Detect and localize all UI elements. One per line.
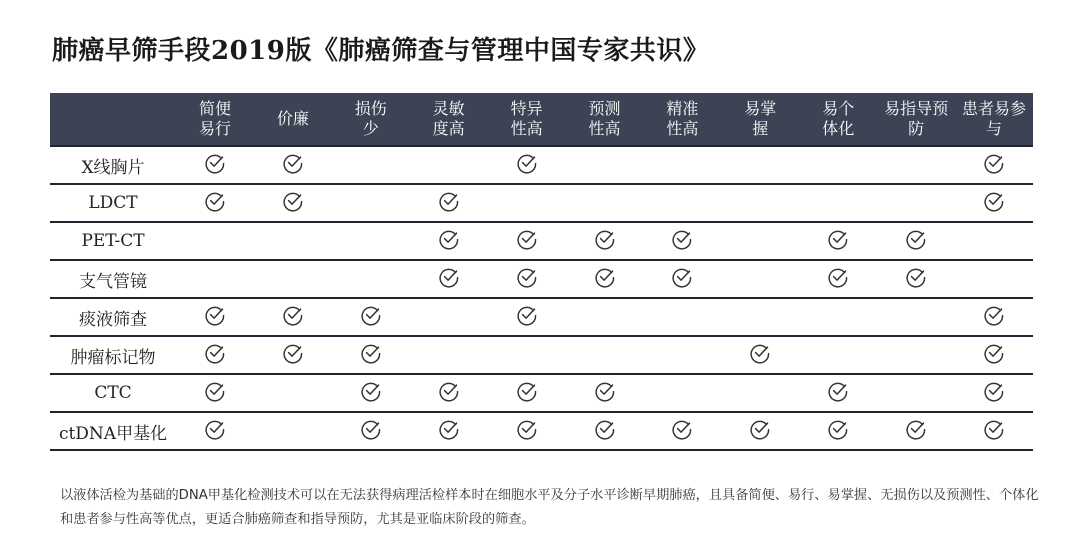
table-cell (488, 146, 566, 184)
column-header (176, 93, 254, 146)
column-header (566, 93, 644, 146)
table-cell (176, 260, 254, 298)
column-header (721, 93, 799, 146)
table-cell (254, 260, 332, 298)
table-cell (176, 184, 254, 222)
table-cell (799, 412, 877, 450)
check-circle-icon (671, 266, 693, 288)
table-cell (566, 222, 644, 260)
column-header-label: 损伤少 (354, 99, 387, 138)
table-cell (176, 298, 254, 336)
table-cell (176, 146, 254, 184)
table-cell (176, 336, 254, 374)
table-row (50, 412, 1033, 450)
check-circle-icon (204, 380, 226, 402)
table-cell (176, 412, 254, 450)
table-cell (332, 298, 410, 336)
table-row (50, 184, 1033, 222)
check-circle-icon (827, 380, 849, 402)
column-header (410, 93, 488, 146)
table-cell (721, 260, 799, 298)
table-cell (877, 260, 955, 298)
check-circle-icon (204, 190, 226, 212)
check-circle-icon (438, 228, 460, 250)
check-circle-icon (516, 228, 538, 250)
table-row (50, 298, 1033, 336)
table-cell (721, 222, 799, 260)
check-circle-icon (827, 418, 849, 440)
check-circle-icon (282, 342, 304, 364)
table-row (50, 146, 1033, 184)
table-cell (877, 374, 955, 412)
check-circle-icon (360, 342, 382, 364)
table-cell (566, 412, 644, 450)
check-circle-icon (282, 304, 304, 326)
table-cell (254, 222, 332, 260)
table-cell (410, 412, 488, 450)
table-cell (643, 184, 721, 222)
page-title: 肺癌早筛手段2019版《肺癌筛查与管理中国专家共识》 (52, 36, 710, 66)
column-header-label: 价廉 (276, 109, 309, 128)
row-method-name: PET-CT (50, 222, 176, 260)
table-cell (254, 146, 332, 184)
table-row (50, 222, 1033, 260)
table-body (50, 146, 1033, 450)
row-method-name: 痰液筛查 (50, 298, 176, 336)
table-cell (254, 412, 332, 450)
column-header-label: 易指导预防 (884, 99, 949, 138)
table-cell (488, 374, 566, 412)
table-cell (799, 222, 877, 260)
table-cell (566, 146, 644, 184)
column-header-label: 患者易参与 (962, 99, 1027, 138)
table-cell (254, 374, 332, 412)
check-circle-icon (749, 342, 771, 364)
check-circle-icon (827, 266, 849, 288)
check-circle-icon (282, 152, 304, 174)
check-circle-icon (827, 228, 849, 250)
column-header (799, 93, 877, 146)
table-cell (254, 336, 332, 374)
table-cell (955, 222, 1033, 260)
check-circle-icon (671, 418, 693, 440)
table-cell (566, 184, 644, 222)
check-circle-icon (204, 342, 226, 364)
check-circle-icon (594, 228, 616, 250)
check-circle-icon (983, 152, 1005, 174)
check-circle-icon (516, 418, 538, 440)
table-cell (721, 298, 799, 336)
table-cell (643, 336, 721, 374)
table-cell (799, 184, 877, 222)
table-cell (799, 298, 877, 336)
table-cell (176, 374, 254, 412)
check-circle-icon (516, 266, 538, 288)
table-cell (643, 374, 721, 412)
table-cell (955, 260, 1033, 298)
table-cell (799, 260, 877, 298)
check-circle-icon (749, 418, 771, 440)
header-corner-cell (50, 93, 176, 146)
check-circle-icon (671, 228, 693, 250)
table-cell (332, 336, 410, 374)
check-circle-icon (204, 418, 226, 440)
column-header-label: 易掌握 (744, 99, 777, 138)
column-header-label: 灵敏度高 (432, 99, 465, 138)
table-row (50, 260, 1033, 298)
check-circle-icon (438, 190, 460, 212)
check-circle-icon (516, 304, 538, 326)
row-method-name: CTC (50, 374, 176, 412)
check-circle-icon (438, 418, 460, 440)
table-cell (799, 146, 877, 184)
table-cell (410, 184, 488, 222)
table-cell (721, 336, 799, 374)
column-header (254, 93, 332, 146)
table-cell (877, 412, 955, 450)
table-cell (254, 184, 332, 222)
table-row (50, 374, 1033, 412)
table-cell (799, 374, 877, 412)
screening-methods-table (50, 93, 1033, 451)
check-circle-icon (983, 304, 1005, 326)
check-circle-icon (204, 304, 226, 326)
check-circle-icon (983, 418, 1005, 440)
table-cell (488, 260, 566, 298)
table-cell (643, 412, 721, 450)
footnote-text: 以液体活检为基础的DNA甲基化检测技术可以在无法获得病理活检样本时在细胞水平及分子水平诊断早期肺癌，且具备简便、易行、易掌握、无损伤以及预测性、个体化和患者参与性高等优点，更适合肺癌筛查和指导预防，尤其是亚临床阶段的筛查。 (60, 488, 1039, 527)
table-cell (488, 336, 566, 374)
table-cell (488, 184, 566, 222)
column-header (488, 93, 566, 146)
table-cell (721, 412, 799, 450)
table-cell (254, 298, 332, 336)
row-method-name: 支气管镜 (50, 260, 176, 298)
table-cell (566, 374, 644, 412)
check-circle-icon (516, 152, 538, 174)
check-circle-icon (360, 418, 382, 440)
table-cell (410, 222, 488, 260)
table-row (50, 336, 1033, 374)
column-header (643, 93, 721, 146)
table-cell (566, 336, 644, 374)
column-header (877, 93, 955, 146)
table-header-row (50, 93, 1033, 146)
check-circle-icon (983, 190, 1005, 212)
check-circle-icon (594, 418, 616, 440)
table-cell (643, 222, 721, 260)
table-cell (877, 222, 955, 260)
table-cell (332, 374, 410, 412)
check-circle-icon (438, 380, 460, 402)
check-circle-icon (594, 380, 616, 402)
table-cell (643, 260, 721, 298)
table-cell (410, 336, 488, 374)
table-cell (410, 374, 488, 412)
table-cell (332, 260, 410, 298)
check-circle-icon (360, 304, 382, 326)
table-cell (721, 374, 799, 412)
check-circle-icon (905, 228, 927, 250)
check-circle-icon (516, 380, 538, 402)
table-cell (877, 336, 955, 374)
table-cell (955, 336, 1033, 374)
table-cell (877, 298, 955, 336)
table-cell (332, 222, 410, 260)
table-cell (955, 412, 1033, 450)
table-cell (332, 146, 410, 184)
table-cell (410, 298, 488, 336)
column-header-label: 预测性高 (588, 99, 621, 138)
column-header-label: 简便易行 (198, 99, 231, 138)
column-header-label: 精准性高 (666, 99, 699, 138)
table-cell (410, 146, 488, 184)
row-method-name: 肿瘤标记物 (50, 336, 176, 374)
table-cell (488, 222, 566, 260)
table-cell (488, 412, 566, 450)
table-cell (955, 146, 1033, 184)
column-header (332, 93, 410, 146)
table-cell (877, 184, 955, 222)
table-cell (721, 146, 799, 184)
table-cell (176, 222, 254, 260)
check-circle-icon (204, 152, 226, 174)
table-cell (410, 260, 488, 298)
table-cell (721, 184, 799, 222)
check-circle-icon (905, 418, 927, 440)
column-header (955, 93, 1033, 146)
table-cell (566, 260, 644, 298)
row-method-name: LDCT (50, 184, 176, 222)
row-method-name: ctDNA甲基化 (50, 412, 176, 450)
check-circle-icon (983, 342, 1005, 364)
table-cell (799, 336, 877, 374)
table-cell (488, 298, 566, 336)
check-circle-icon (983, 380, 1005, 402)
table-cell (643, 146, 721, 184)
column-header-label: 特异性高 (510, 99, 543, 138)
column-header-label: 易个体化 (822, 99, 855, 138)
table-cell (955, 184, 1033, 222)
table-cell (955, 298, 1033, 336)
table-cell (643, 298, 721, 336)
check-circle-icon (438, 266, 460, 288)
table-cell (955, 374, 1033, 412)
table-cell (332, 412, 410, 450)
row-method-name: X线胸片 (50, 146, 176, 184)
check-circle-icon (282, 190, 304, 212)
table-cell (877, 146, 955, 184)
table-cell (566, 298, 644, 336)
check-circle-icon (905, 266, 927, 288)
check-circle-icon (594, 266, 616, 288)
table-cell (332, 184, 410, 222)
check-circle-icon (360, 380, 382, 402)
